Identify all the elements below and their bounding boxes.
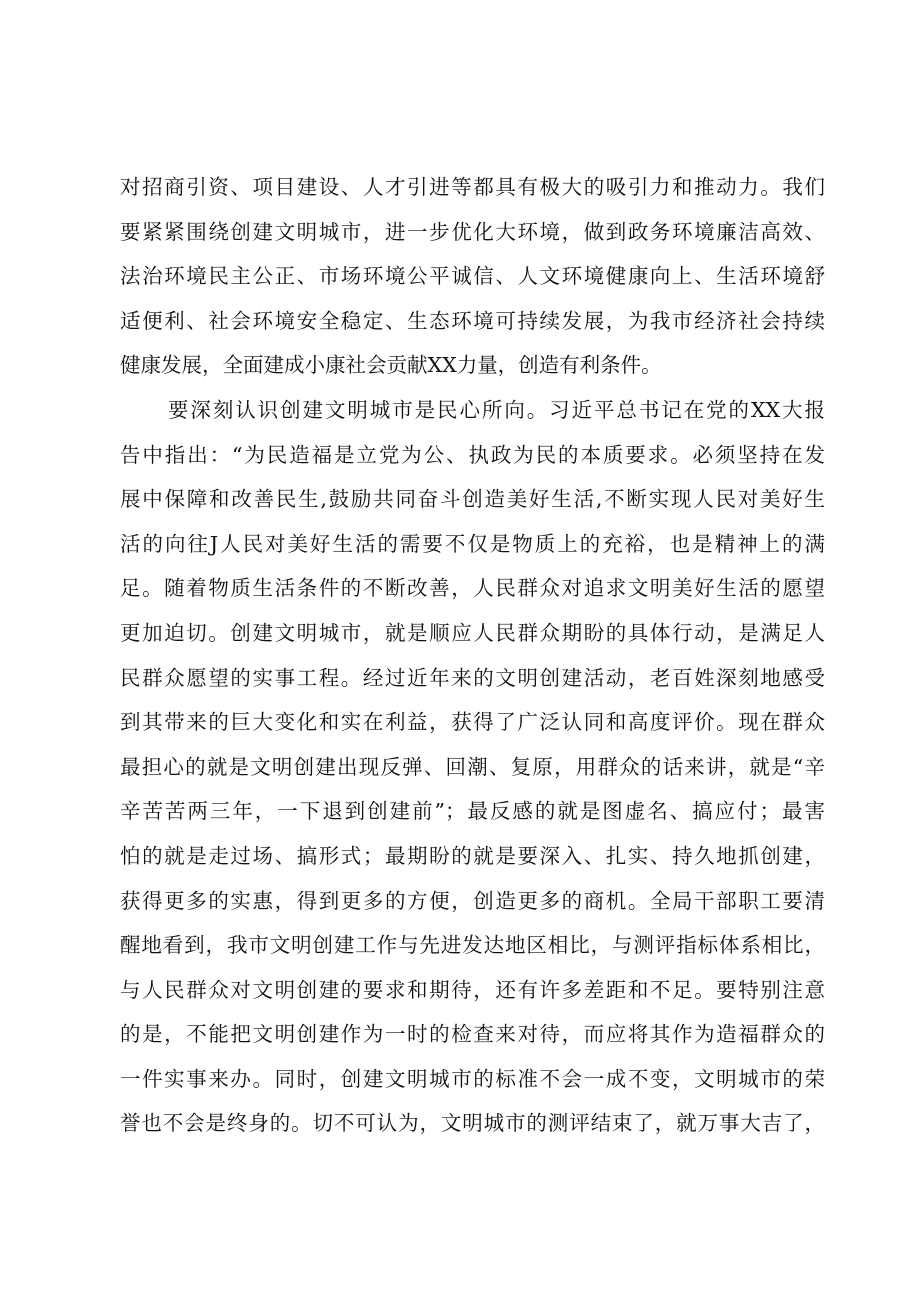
text-line: 要紧紧围绕创建文明城市，进一步优化大环境，做到政务环境廉洁高效、 (120, 219, 825, 244)
text-line: 与人民群众对文明创建的要求和期待，还有许多差距和不足。要特别注意 (120, 977, 825, 1002)
text-line: 更加迫切。创建文明城市，就是顺应人民群众期盼的具体行动，是满足人 (120, 620, 825, 645)
text-line: 到其带来的巨大变化和实在利益，获得了广泛认同和高度评价。现在群众 (120, 710, 825, 735)
text-line: 足。随着物质生活条件的不断改善，人民群众对追求文明美好生活的愿望 (120, 576, 825, 601)
text-line: 法治环境民主公正、市场环境公平诚信、人文环境健康向上、生活环境舒 (120, 264, 825, 289)
text-line: 健康发展，全面建成小康社会贡献XX力量，创造有利条件。 (120, 353, 662, 378)
text-line: 醒地看到，我市文明创建工作与先进发达地区相比，与测评指标体系相比， (120, 933, 825, 958)
text-line: 最担心的就是文明创建出现反弹、回潮、复原，用群众的话来讲，就是“辛 (120, 754, 825, 779)
text-line: 活的向往J人民对美好生活的需要不仅是物质上的充裕，也是精神上的满 (120, 531, 825, 556)
text-line: 辛苦苦两三年，一下退到创建前”；最反感的就是图虚名、搞应付；最害 (120, 799, 825, 824)
text-line: 民群众愿望的实事工程。经过近年来的文明创建活动，老百姓深刻地感受 (120, 665, 825, 690)
text-line: 适便利、社会环境安全稳定、生态环境可持续发展，为我市经济社会持续 (120, 308, 825, 333)
text-line: 展中保障和改善民生,鼓励共同奋斗创造美好生活,不断实现人民对美好生 (120, 487, 825, 512)
text-line: 一件实事来办。同时，创建文明城市的标准不会一成不变，文明城市的荣 (120, 1066, 825, 1091)
paragraph-first-line: 要深刻认识创建文明城市是民心所向。习近平总书记在党的XX大报 (168, 397, 825, 422)
text-line: 誉也不会是终身的。切不可认为，文明城市的测评结束了，就万事大吉了， (120, 1111, 825, 1136)
text-line: 怕的就是走过场、搞形式；最期盼的就是要深入、扎实、持久地抓创建， (120, 843, 825, 868)
text-line: 对招商引资、项目建设、人才引进等都具有极大的吸引力和推动力。我们 (120, 175, 825, 199)
text-line: 获得更多的实惠，得到更多的方便，创造更多的商机。全局干部职工要清 (120, 888, 825, 913)
body-text (120, 165, 825, 1146)
text-line: 的是，不能把文明创建作为一时的检查来对待，而应将其作为造福群众的 (120, 1022, 825, 1047)
text-line: 告中指出：“为民造福是立党为公、执政为民的本质要求。必须坚持在发 (120, 442, 825, 467)
